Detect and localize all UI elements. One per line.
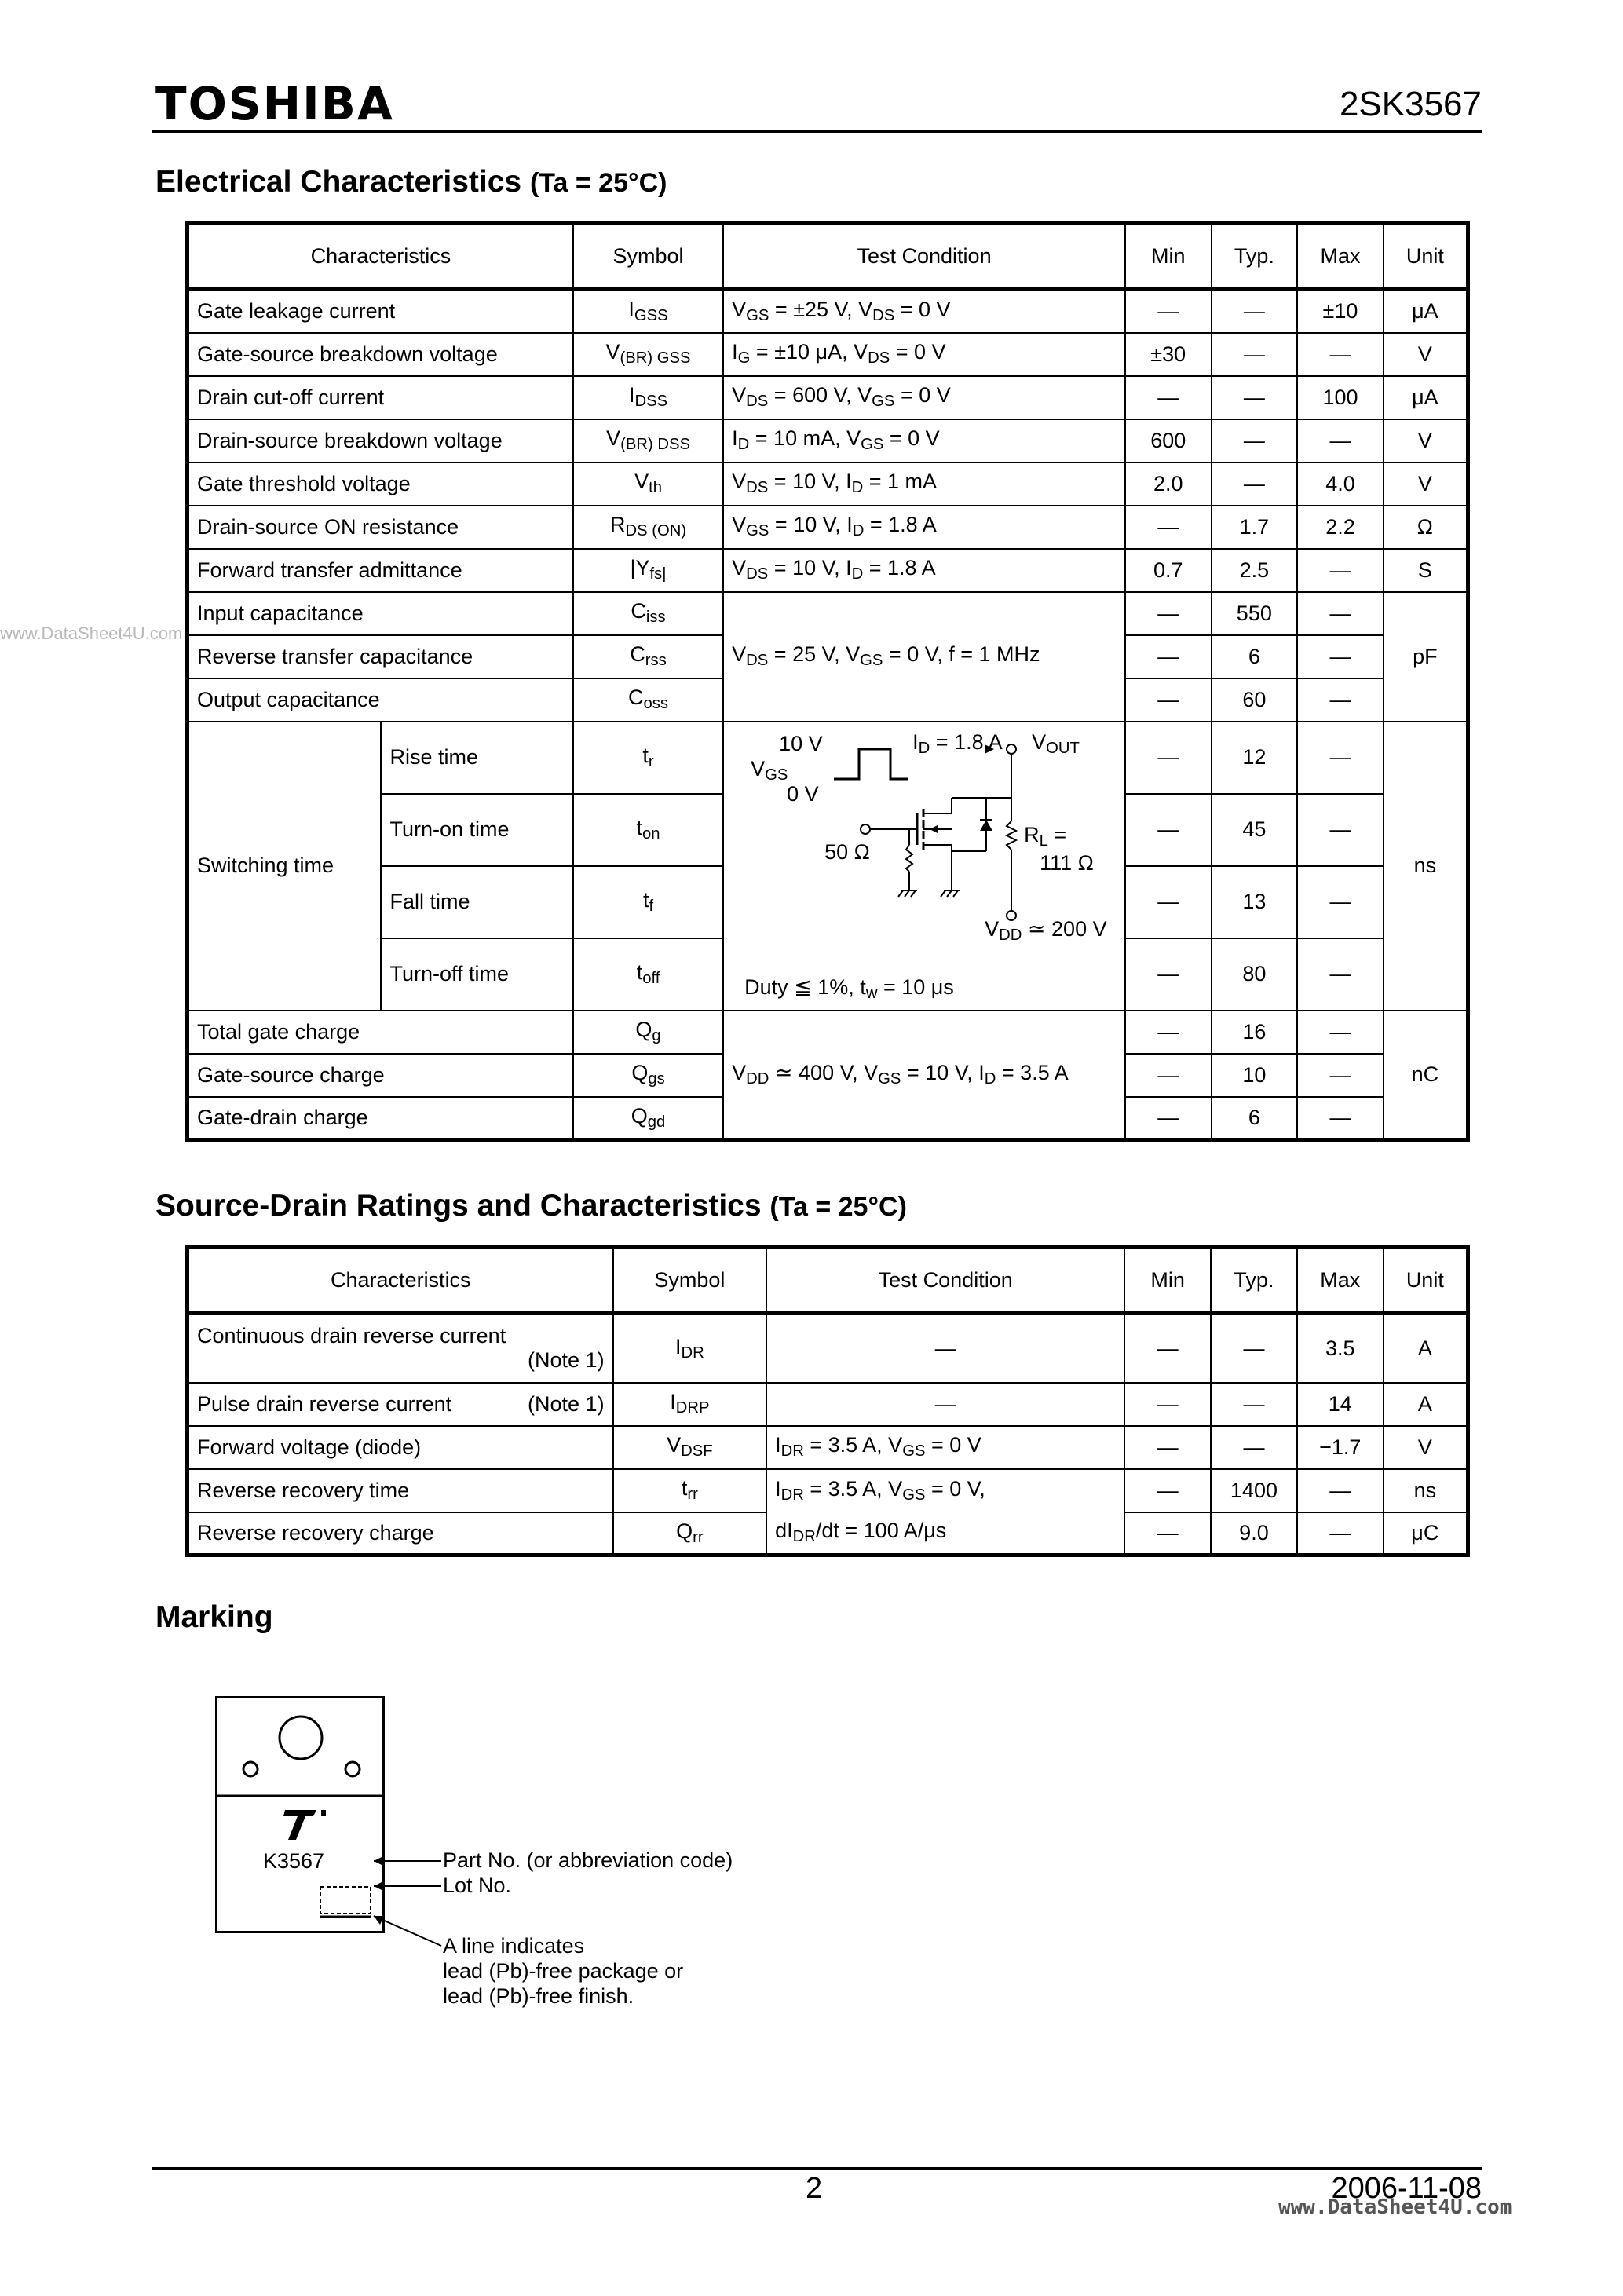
pulse-0v-label: 0 V — [787, 781, 819, 806]
col-header: Test Condition — [766, 1248, 1124, 1314]
watermark-bottom: www.DataSheet4U.com — [1278, 2195, 1512, 2219]
table-row: Drain-source breakdown voltage $V_{(BR) DSS}$ $I_D = 10$ mA, $V_{GS} = 0$ V 600 — — V — [188, 419, 1468, 462]
part-no-label: Part No. (or abbreviation code) — [443, 1848, 733, 1872]
rl-label: $R_L$ = — [1024, 822, 1067, 850]
page-number: 2 — [806, 2172, 823, 2205]
vdd-label: $V_{DD}$ ≃ 200 V — [985, 916, 1107, 944]
table-row: Total gate charge $Q_g$ $V_{DD}$ ≃ 400 V, $V_{GS} = 10$ V, $I_D = 3.5$ A — 16 — nC — [188, 1011, 1468, 1054]
table-row: Drain cut-off current $I_{DSS}$ $V_{DS} = 600$ V, $V_{GS} = 0$ V — — 100 μA — [188, 376, 1468, 419]
source-drain-table — [185, 1245, 1470, 1557]
table-row: Reverse recovery charge $Q_{rr}$ $dI_{DR}/dt = 100$ A/μs — 9.0 — μC — [188, 1512, 1468, 1556]
table-row: Turn-off time $t_{off}$ — 80 — — [188, 938, 1468, 1011]
col-characteristics: Characteristics — [188, 224, 573, 290]
source-drain-title: Source-Drain Ratings and Characteristics (Ta = 25°C) — [155, 1189, 907, 1223]
col-header: Max — [1297, 224, 1384, 290]
marking-title: Marking — [155, 1600, 273, 1634]
table-row: Gate leakage current $I_{GSS}$ $V_{GS} = \pm 25$ V, $V_{DS} = 0$ V — — ±10 μA — [188, 290, 1468, 333]
electrical-table — [185, 221, 1470, 1142]
part-number: 2SK3567 — [1339, 85, 1482, 123]
table-row: Gate-source breakdown voltage $V_{(BR) GSS}$ $I_G = \pm 10$ μA, $V_{DS} = 0$ V ±30 — — V — [188, 333, 1468, 376]
vgs-label: $V_{GS}$ — [751, 756, 788, 784]
table-row: Fall time $t_f$ — 13 — — [188, 866, 1468, 938]
col-header: Min — [1125, 224, 1212, 290]
marking-code: K3567 — [263, 1849, 325, 1873]
vout-label: $V_{OUT}$ — [1032, 729, 1080, 757]
col-header: Symbol — [573, 224, 723, 290]
footer-rule — [152, 2167, 1482, 2170]
col-header: Typ. — [1211, 1248, 1297, 1314]
table-row: Reverse recovery time $t_{rr}$ $I_{DR} = 3.5$ A, $V_{GS} = 0$ V, — 1400 — ns — [188, 1469, 1468, 1512]
brand-logo: TOSHIBA — [155, 77, 394, 130]
footer-date: 2006-11-08 — [1331, 2172, 1482, 2205]
header-rule — [152, 130, 1482, 133]
r111-label: 111 Ω — [1040, 850, 1094, 875]
pulse-10v-label: 10 V — [779, 731, 823, 755]
col-header: Max — [1297, 1248, 1384, 1314]
table-row: Reverse transfer capacitance $C_{rss}$ — 6 — — [188, 635, 1468, 678]
col-header: Symbol — [613, 1248, 767, 1314]
table-row: Gate threshold voltage $V_{th}$ $V_{DS} = 10$ V, $I_D = 1$ mA 2.0 — 4.0 V — [188, 462, 1468, 506]
col-header: Characteristics — [188, 1248, 613, 1314]
table-row: Gate-drain charge $Q_{gd}$ — 6 — — [188, 1097, 1468, 1140]
col-header: Test Condition — [723, 224, 1125, 290]
electrical-title: Electrical Characteristics (Ta = 25°C) — [155, 165, 667, 199]
r50-label: 50 Ω — [824, 839, 870, 864]
id-label: $I_D = 1.8$ A — [912, 729, 1003, 757]
table-row: Switching time Rise time $t_r$ 10 V $V_{GS}$ 0 V $I_D = 1.8$ A $V_{OUT}$ 50 Ω $R_L$ = 111 Ω $V_{DD}$ ≃ 200 V Duty ≦ 1%, $t_w = 10$ μs — 12 — ns — [188, 722, 1468, 794]
col-header: Min — [1124, 1248, 1211, 1314]
switching-test-circuit — [724, 722, 1109, 1005]
table-row: Gate-source charge $Q_{gs}$ — 10 — — [188, 1054, 1468, 1097]
table-row: Pulse drain reverse current (Note 1) $I_{DRP}$ — — — 14 A — [188, 1383, 1468, 1426]
table-row: Forward transfer admittance $|Y_{fs|}$ $V_{DS} = 10$ V, $I_D = 1.8$ A 0.7 2.5 — S — [188, 549, 1468, 592]
duty-label: Duty ≦ 1%, $t_w = 10$ μs — [744, 974, 954, 1002]
col-header: Typ. — [1212, 224, 1298, 290]
watermark-left: www.DataSheet4U.com — [0, 623, 183, 643]
table-row: Continuous drain reverse current (Note 1) $I_{DR}$ — — — 3.5 A — [188, 1314, 1468, 1383]
pb-free-note: A line indicates lead (Pb)-free package or lead (Pb)-free finish. — [443, 1934, 684, 2008]
table-row: Output capacitance $C_{oss}$ — 60 — — [188, 678, 1468, 722]
table-row: Input capacitance $C_{iss}$ $V_{DS} = 25$ V, $V_{GS} = 0$ V, f = 1 MHz — 550 — pF — [188, 592, 1468, 635]
package-outline — [215, 1696, 385, 1933]
table-row: Turn-on time $t_{on}$ — 45 — — [188, 794, 1468, 866]
table-row: Drain-source ON resistance $R_{DS (ON)}$ $V_{GS} = 10$ V, $I_D = 1.8$ A — 1.7 2.2 Ω — [188, 506, 1468, 549]
lot-no-label: Lot No. — [443, 1874, 512, 1897]
col-header: Unit — [1384, 224, 1468, 290]
col-header: Unit — [1384, 1248, 1468, 1314]
table-row: Forward voltage (diode) $V_{DSF}$ $I_{DR} = 3.5$ A, $V_{GS} = 0$ V — — −1.7 V — [188, 1426, 1468, 1469]
